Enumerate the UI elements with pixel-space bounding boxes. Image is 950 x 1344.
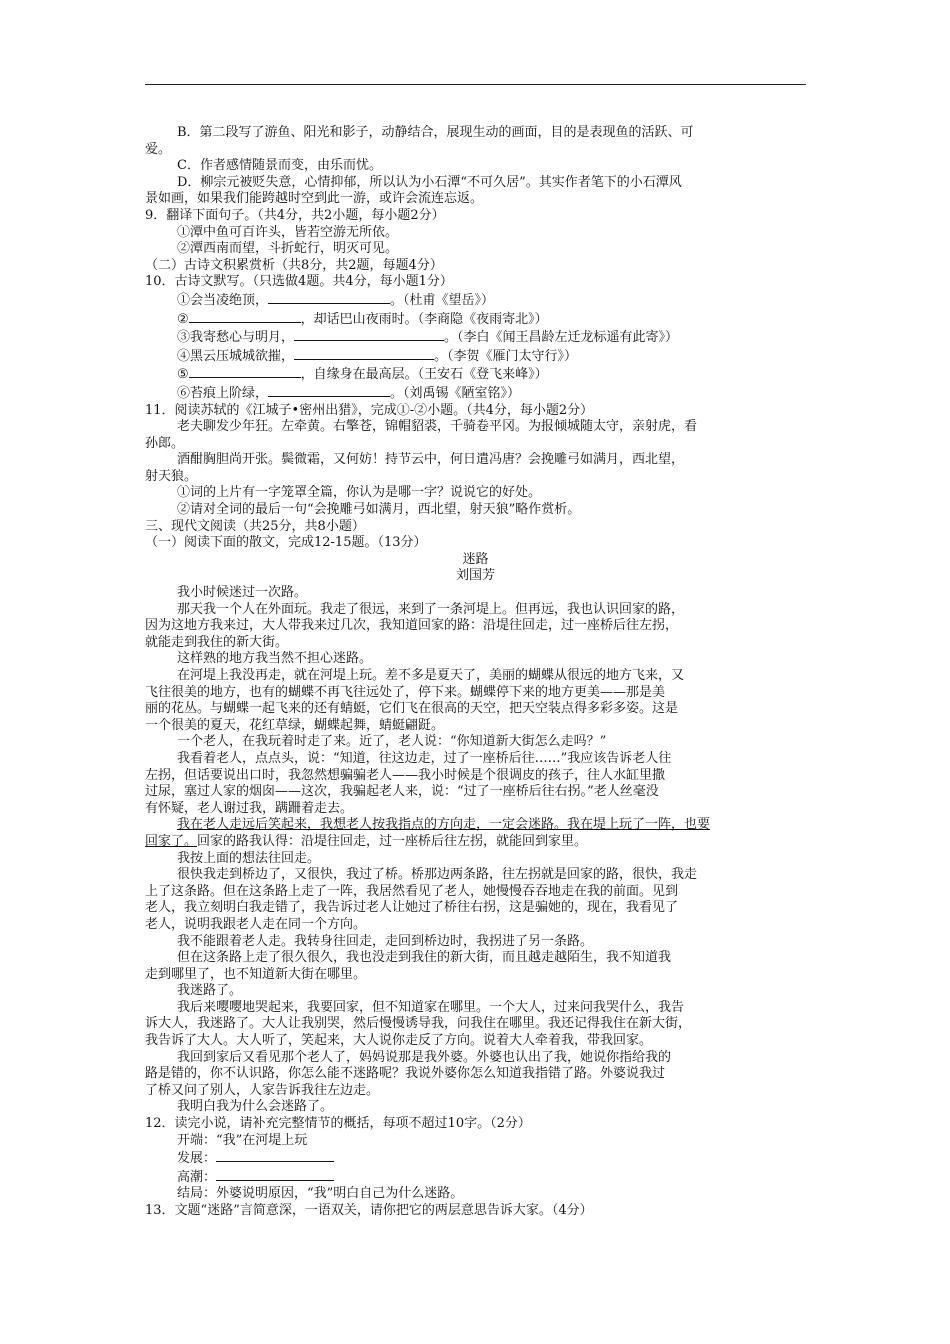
answer-blank[interactable]: [294, 328, 444, 341]
text-line: [145, 328, 806, 347]
text-line: 我明白我为什么会迷路了。: [177, 1099, 334, 1115]
text-line: 孙郎。: [145, 435, 185, 451]
text-line: [145, 347, 806, 366]
text-span: 发展：: [177, 1151, 217, 1167]
answer-blank[interactable]: [189, 365, 301, 378]
answer-blank[interactable]: [189, 310, 301, 323]
text-line: 刘国芳: [455, 568, 495, 584]
text-line: 三、现代文阅读（共25分，共8小题）: [145, 518, 365, 534]
text-line: C．作者感情随景而变，由乐而忧。: [177, 158, 382, 174]
text-line: 就能走到我住的新大街。: [145, 634, 289, 650]
answer-blank[interactable]: [268, 291, 390, 304]
text-line: 10．古诗文默写。（只选做4题。共4分，每小题1分）: [145, 274, 453, 290]
text-line: 我后来嘤嘤地哭起来，我要回家，但不知道家在哪里。一个大人，过来问我哭什么，我告: [177, 999, 685, 1015]
text-line: 很快我走到桥边了，又很快，我过了桥。桥那边两条路，往左拐就是回家的路，很快，我走: [177, 867, 698, 883]
text-line: 13．文题“迷路”言简意深，一语双关，请你把它的两层意思告诉大家。（4分）: [145, 1203, 593, 1218]
text-line: 我迷路了。: [177, 983, 243, 999]
text-line: 诉大人，我迷路了。大人让我别哭，然后慢慢诱导我，问我住在哪里。我还记得我住在新大街，: [145, 1016, 692, 1032]
text-span: ②: [177, 311, 189, 327]
text-line: [145, 1149, 806, 1168]
text-line: 我在老人走远后笑起来，我想老人按我指点的方向走，一定会迷路。我在堤上玩了一阵，也要: [177, 817, 711, 833]
text-line: 12．读完小说，请补充完整情节的概括，每项不超过10字。（2分）: [145, 1116, 531, 1132]
text-span: ①会当凌绝顶，: [177, 292, 269, 308]
answer-blank[interactable]: [294, 347, 434, 360]
text-line: 因为这地方我来过，大人带我来过几次，我知道回家的路：沿堤往回走，过一座桥后往左拐，: [145, 618, 679, 634]
text-line: 射天狼。: [145, 468, 198, 484]
text-line: 丽的花丛。与蝴蝶一起飞来的还有蜻蜓，它们飞在很高的天空，把天空装点得多彩多姿。这是: [145, 701, 679, 717]
text-line: [145, 1168, 806, 1187]
text-line: 我小时候迷过一次路。: [177, 585, 308, 601]
text-line: 走到哪里了，也不知道新大街在哪里。: [145, 966, 367, 982]
text-span: ⑤: [177, 367, 189, 383]
text-line: （一）阅读下面的散文，完成12-15题。（13分）: [145, 535, 427, 551]
underlined-text: 回家了。: [145, 833, 198, 849]
text-line: 9．翻译下面句子。（共4分，共2小题，每小题2分）: [145, 207, 445, 223]
text-line: 结局：外婆说明原因，“我”明白自己为什么迷路。: [177, 1186, 464, 1202]
text-line: 我不能跟着老人走。我转身往回走，走回到桥边时，我拐进了另一条路。: [177, 933, 594, 949]
text-line: [145, 365, 806, 384]
text-line: 老夫聊发少年狂。左牵黄。右擎苍，锦帽貂裘，千骑卷平冈。为报倾城随太守，亲射虎，看: [177, 419, 698, 435]
text-line: 一个很美的夏天，花红草绿，蝴蝶起舞，蜻蜓翩跹。: [145, 717, 445, 733]
text-line: 这样熟的地方我当然不担心迷路。: [177, 651, 373, 667]
text-line: 路是错的，你不认识路，你怎么能不迷路呢？我说外婆你怎么知道我指错了路。外婆说我过: [145, 1066, 666, 1082]
text-span: ，自缘身在最高层。（王安石《登飞来峰》）: [300, 367, 548, 383]
text-line: ②请对全词的最后一句“会挽雕弓如满月，西北望，射天狼”略作赏析。: [177, 502, 581, 518]
text-line: 上了这条路。但在这条路上走了一阵，我居然看见了老人，她慢慢吞吞地走在我的前面。见到: [145, 883, 679, 899]
text-line: 飞往很美的地方，也有的蝴蝶不再飞往远处了，停下来。蝴蝶停下来的地方更美——那是美: [145, 684, 666, 700]
text-line: ①词的上片有一字笼罩全篇，你认为是哪一字？说说它的好处。: [177, 485, 542, 501]
text-span: ⑥苔痕上阶绿，: [177, 385, 269, 401]
text-span: ，却话巴山夜雨时。（李商隐《夜雨寄北》）: [300, 311, 548, 327]
header-rule: [145, 84, 806, 85]
text-line: [145, 291, 806, 310]
text-line: 我回到家后又看见那个老人了，妈妈说那是我外婆。外婆也认出了我，她说你指给我的: [177, 1049, 672, 1065]
text-line: [145, 834, 806, 851]
text-span: ④黑云压城城欲摧，: [177, 348, 295, 364]
text-line: 我告诉了大人。大人听了，笑起来，大人说你走反了方向。说着大人牵着我，带我回家。: [145, 1033, 653, 1049]
text-line: ①潭中鱼可百许头，皆若空游无所依。: [177, 224, 399, 240]
answer-blank[interactable]: [216, 1149, 334, 1162]
text-line: 了桥又问了别人，人家告诉我往左边走。: [145, 1082, 380, 1098]
text-line: 有怀疑，老人谢过我，蹒跚着走去。: [145, 800, 354, 816]
text-line: [145, 384, 806, 403]
text-line: 11．阅读苏轼的《江城子•密州出猎》，完成①-②小题。（共4分，每小题2分）: [145, 402, 594, 418]
text-line: 但在这条路上走了很久很久，我也没走到我住的新大街，而且越走越陌生，我不知道我: [177, 950, 672, 966]
document-body: [145, 125, 806, 1220]
text-line: 爱。: [145, 141, 172, 157]
text-span: 。（刘禹锡《陋室铭》）: [390, 385, 521, 401]
text-span: 。（杜甫《望岳》）: [390, 292, 495, 308]
text-line: 我看着老人，点点头，说：“知道，往这边走，过了一座桥后往……”我应该告诉老人往: [177, 750, 672, 766]
text-line: 迷路: [462, 551, 489, 567]
text-line: 那天我一个人在外面玩。我走了很远，来到了一条河堤上。但再远，我也认识回家的路，: [177, 601, 685, 617]
text-line: 过尿，塞过人家的烟囱——这次，我骗起老人来，说：“过了一座桥后往右拐。”老人丝毫没: [145, 784, 659, 800]
answer-blank[interactable]: [268, 384, 390, 397]
text-line: 酒酣胸胆尚开张。鬓微霜，又何妨！持节云中，何日遣冯唐？会挽雕弓如满月，西北望，: [177, 452, 685, 468]
text-span: 。（李贺《雁门太守行》）: [434, 348, 578, 364]
text-span: 回家的路我认得：沿堤往回走，过一座桥后往左拐，就能回到家里。: [197, 833, 588, 849]
text-line: 老人，我立刻明白我走错了，我告诉过老人让她过了桥往右拐，这是骗她的，现在，我看见了: [145, 900, 679, 916]
text-line: [145, 310, 806, 329]
text-span: ③我寄愁心与明月，: [177, 330, 295, 346]
text-line: 左拐，但话要说出口时，我忽然想骗骗老人——我小时候是个很调皮的孩子，往人水缸里撒: [145, 767, 666, 783]
text-line: 老人，说明我跟老人走在同一个方向。: [145, 916, 367, 932]
text-span: 。（李白《闻王昌龄左迁龙标遥有此寄》）: [444, 330, 679, 346]
text-line: （二）古诗文积累赏析（共8分，共2题，每题4分）: [145, 257, 443, 273]
text-line: B．第二段写了游鱼、阳光和影子，动静结合，展现生动的画面，目的是表现鱼的活跃、可: [177, 125, 694, 140]
text-line: 景如画，如果我们能跨越时空到此一游，或许会流连忘返。: [145, 191, 484, 207]
text-span: 高潮：: [177, 1169, 217, 1185]
text-line: D．柳宗元被贬失意，心情抑郁，所以认为小石潭“不可久居”。其实作者笔下的小石潭风: [177, 174, 682, 190]
text-line: 开端：“我”在河堤上玩: [177, 1132, 308, 1148]
answer-blank[interactable]: [216, 1168, 334, 1181]
text-line: 我按上面的想法往回走。: [177, 850, 321, 866]
text-line: 一个老人，在我玩着时走了来。近了，老人说：“你知道新大街怎么走吗？”: [177, 734, 607, 750]
text-line: ②潭西南而望，斗折蛇行，明灭可见。: [177, 241, 399, 257]
text-line: 在河堤上我没再走，就在河堤上玩。差不多是夏天了，美丽的蝴蝶从很远的地方飞来，又: [177, 668, 685, 683]
